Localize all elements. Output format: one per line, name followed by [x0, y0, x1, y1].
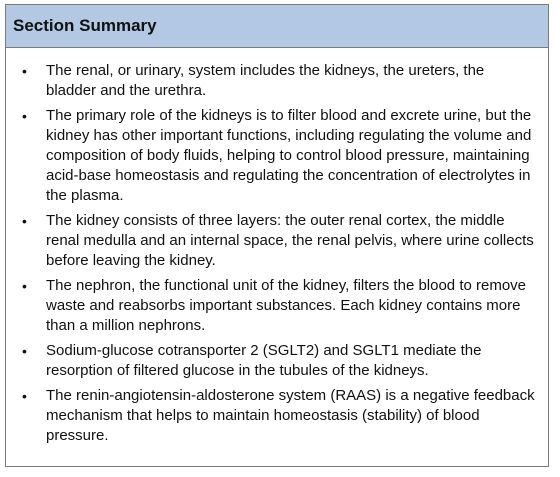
- list-item-text: The nephron, the functional unit of the kidney, filters the blood to remove waste and reabsorbs important substances. Each kidney contains more than a million nephrons.: [46, 277, 527, 334]
- list-item: [22, 276, 538, 336]
- list-item-text: The primary role of the kidneys is to filter blood and excrete urine, but the kidney has other important functions, including regulating the volume and composition of body fluids, helping to control blood pressure, maintaining acid-base homeostasis and regulating the concentration of electrolytes in the plasma.: [46, 107, 532, 204]
- list-item-text: Sodium-glucose cotransporter 2 (SGLT2) and SGLT1 mediate the resorption of filtered glucose in the tubules of the kidneys.: [46, 342, 482, 379]
- list-item: [22, 211, 538, 271]
- bullet-icon: •: [22, 278, 27, 294]
- bullet-icon: •: [22, 388, 27, 404]
- list-item: [22, 386, 538, 446]
- list-item: [22, 106, 538, 206]
- bullet-icon: •: [22, 63, 27, 79]
- list-item: [22, 341, 538, 381]
- list-item-text: The renal, or urinary, system includes the kidneys, the ureters, the bladder and the urethra.: [46, 62, 485, 99]
- summary-list: [6, 48, 548, 446]
- list-item-text: The kidney consists of three layers: the outer renal cortex, the middle renal medulla and an internal space, the renal pelvis, where urine collects before leaving the kidney.: [46, 212, 534, 269]
- section-summary-header: [6, 5, 548, 48]
- bullet-icon: •: [22, 343, 27, 359]
- section-summary-box: [5, 4, 549, 467]
- list-item: [22, 61, 538, 101]
- list-item-text: The renin-angiotensin-aldosterone system (RAAS) is a negative feedback mechanism that helps to maintain homeostasis (stability) of blood pressure.: [46, 387, 535, 444]
- bullet-icon: •: [22, 108, 27, 124]
- section-summary-title: Section Summary: [13, 16, 157, 35]
- bullet-icon: •: [22, 213, 27, 229]
